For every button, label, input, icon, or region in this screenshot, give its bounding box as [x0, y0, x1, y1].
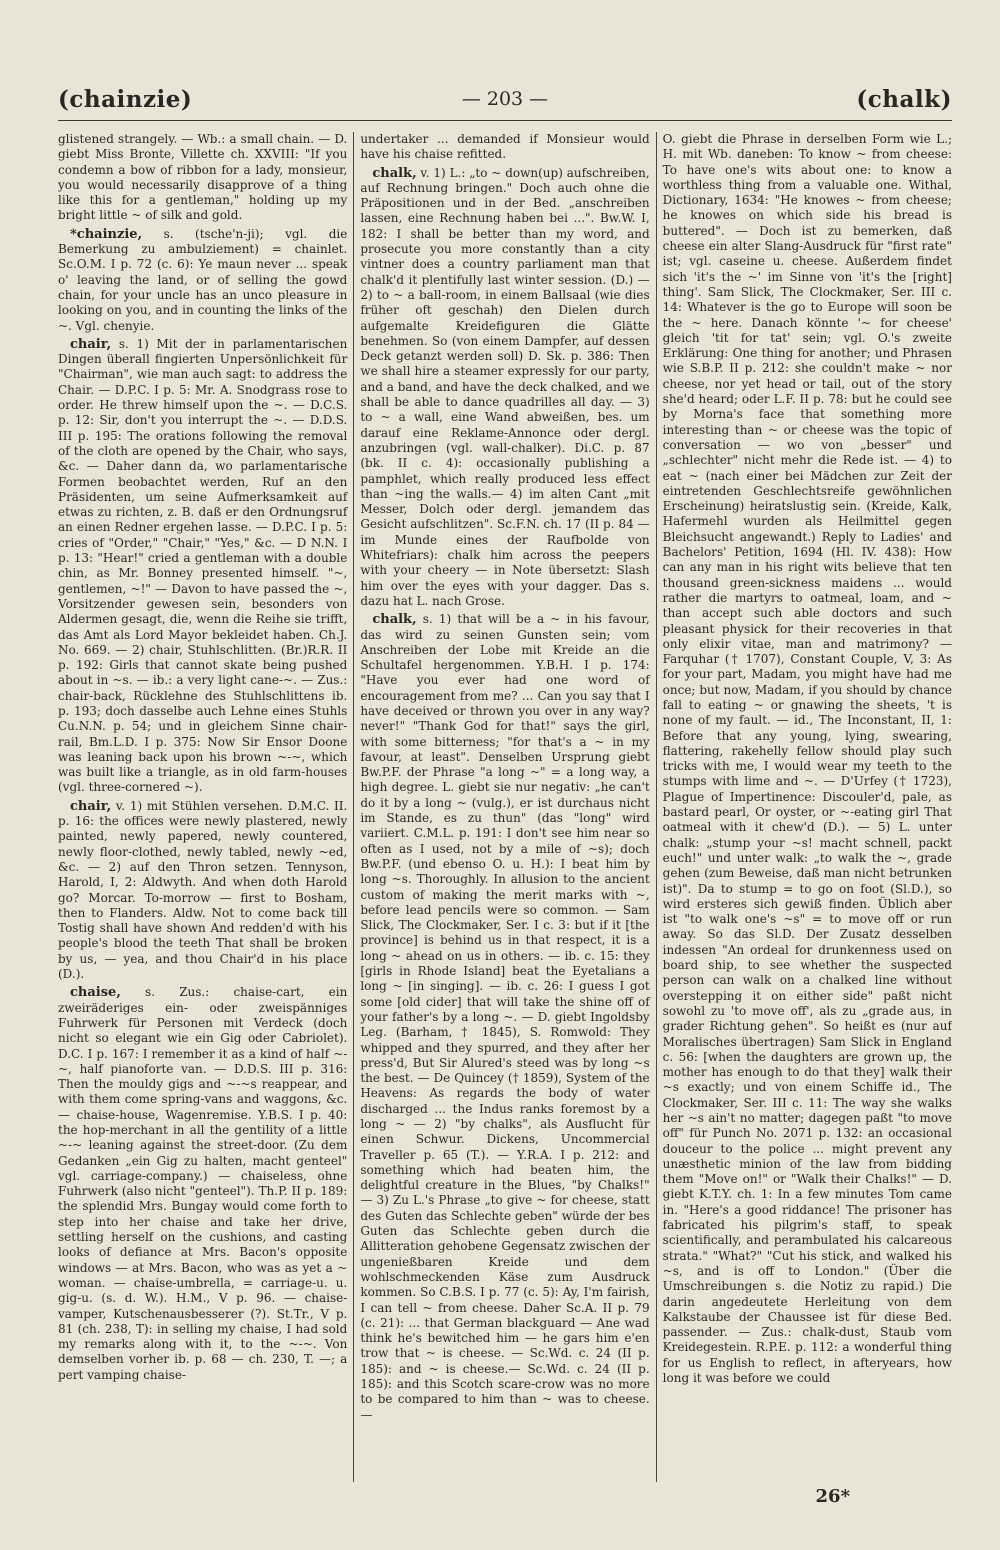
- header-rule: [58, 120, 952, 121]
- dictionary-entry: [58, 227, 347, 334]
- signature-mark: 26*: [815, 1486, 850, 1507]
- header-left-guideword: (chainzie): [58, 86, 193, 113]
- dictionary-entry: [360, 166, 649, 610]
- column-3: [657, 132, 952, 1482]
- headword: *chainzie,: [70, 226, 143, 242]
- entry-text: s. 1) Mit der in parlamentarischen Dingen überall fingierten Unpersönlichkeit für "Chairman", wie man auch sagt: to address the Chair. — D.P.C. I p. 5: Mr. A. Snodgrass rose to order. He threw himself upon the ~. — D.C.S. p. 12: Sir, don't you interrupt the ~. — D.D.S. III p. 195: The orations following the removal of the cloth are opened by the Chair, who says, &c. — Daher dann da, wo parlamentarische Formen beobachtet werden, Ruf an den Präsidenten, um seine Aufmerksamkeit auf etwas zu richten, z. B. daß er den Ordnungsruf an einen Redner ergehen lasse. — D.P.C. I p. 5: cries of "Order," "Chair," "Yes," &c. — D N.N. I p. 13: "Hear!" cried a gentleman with a double chin, as Mr. Bonney presented himself. "~, gentlemen, ~!" — Davon to have passed the ~, Vorsitzender gewesen sein, besonders von Aldermen gesagt, die, wenn die Reihe sie trifft, das Amt als Lord Mayor bekleidet haben. Ch.J. No. 669. — 2) chair, Stuhlschlitten. (Br.)R.R. II p. 192: Girls that cannot skate being pushed about in ~s. — ib.: a very light cane-~. — Zus.: chair-back, Rücklehne des Stuhlschlittens ib. p. 193; doch dasselbe auch Lehne eines Stuhls Cu.N.N. p. 54; und in gleichem Sinne chair-rail, Bm.L.D. I p. 375: Now Sir Ensor Doone was leaning back upon his brown ~-~, which was built like a triangle, as in old farm-houses (vgl. three-cornered ~).: [58, 336, 348, 795]
- page-number: — 203 —: [461, 88, 549, 110]
- dictionary-entry: [58, 985, 347, 1383]
- headword: chalk,: [372, 165, 417, 181]
- entry-text: glistened strangely. — Wb.: a small chain. — D. giebt Miss Bronte, Villette ch. XXVIII: "If you condemn a bow of ribbon for a lady, monsieur, you would necessarily disapprove of a thing like this for a gentleman," holding up my bright little ~ of silk and gold.: [58, 132, 348, 223]
- dictionary-entry: [58, 337, 347, 796]
- dictionary-entry: [360, 612, 649, 1423]
- entry-text: s. (tsche'n-ji); vgl. die Bemerkung zu ambulziement) = chainlet. Sc.O.M. I p. 72 (c. 6): Ye maun never ... speak o' leaving the land, or of selling the gowd chain, for your uncle has an unco pleasure in looking on you, and in counting the links of the ~. Vgl. chenyie.: [58, 226, 348, 333]
- entry-text: v. 1) mit Stühlen versehen. D.M.C. II. p. 16: the offices were newly plastered, newly painted, newly papered, newly countered, newly floor-clothed, newly tabled, newly ~ed, &c. — 2) auf den Thron setzen. Tennyson, Harold, I, 2: Aldwyth. And when doth Harold go? Morcar. To-morrow — first to Bosham, then to Flanders. Aldw. Not to come back till Tostig shall have shown And redden'd with his people's blood the teeth That shall be broken by us, — yea, and thou Chair'd in his place (D.).: [58, 798, 348, 982]
- headword: chair,: [70, 336, 112, 352]
- headword: chair,: [70, 798, 112, 814]
- column-1: [58, 132, 353, 1482]
- entry-text: O. giebt die Phrase in derselben Form wie L.; H. mit Wb. daneben: To know ~ from cheese: To have one's wits about one: to know a worthless thing from a valuable one. Withal, Dictionary, 1634: "He knowes ~ from cheese; he knowes on which side his bread is buttered". — Doch ist zu bemerken, daß cheese ein alter Slang-Ausdruck für "first rate" ist; vgl. caseine u. cheese. Außerdem findet sich 'it's the ~' im Sinne von 'it's the [right] thing'. Sam Slick, The Clockmaker, Ser. III c. 14: Whatever is the go to Europe will soon be the ~ here. Danach könnte '~ for cheese' gleich 'tit for tat' sein; vgl. O.'s zweite Erklärung: One thing for another; und Phrasen wie S.B.P. II p. 212: she couldn't make ~ nor cheese, nor yet head or tail, out of the story she'd heard; oder L.F. II p. 78: but he could see by Morna's face that something more interesting than ~ or cheese was the topic of conversation — wo von „besser" und „schlechter" nicht mehr die Rede ist. — 4) to eat ~ (nach einer bei Mädchen zur Zeit der eintretenden Geschlechtsreife gewöhnlichen Erscheinung) heiratslustig sein. (Kreide, Kalk, Hafermehl wurden als Heilmittel gegen Bleichsucht angewandt.) Reply to Ladies' and Bachelors' Petition, 1694 (Hl. IV. 438): How can any man in his right wits believe that ten thousand green-sickness maidens ... would rather die martyrs to oatmeal, loam, and ~ than accept such able doctors and such pleasant physick for their recoveries in that only elixir vitae, man and matrimony? — Farquhar († 1707), Constant Couple, V, 3: As for your part, Madam, you might have had me once; but now, Madam, if you should by chance fall to eating ~ or gnawing the sheets, 't is none of my fault. — id., The Inconstant, II, 1: Before that any young, lying, swearing, flattering, rakehelly fellow should play such tricks with me, I would wear my teeth to the stumps with lime and ~. — D'Urfey († 1723), Plague of Impertinence: Discouler'd, pale, as bastard pearl, Or oyster, or ~-eating girl That oatmeal with it chew'd (D.). — 5) L. unter chalk: „stump your ~s! macht schnell, packt euch!" und unter walk: „to walk the ~, grade gehen (zum Beweise, daß man nicht betrunken ist)". Da to stump = to go on foot (Sl.D.), so wird ersteres sich gewiß finden. Üblich aber ist "to walk one's ~s" = to move off or run away. So das Sl.D. Der Zusatz desselben indessen "An ordeal for drunkenness used on board ship, to see whether the suspected person can walk on a chalked line without overstepping it on either side" paßt nicht sowohl zu 'to move off', als zu „grade aus, in grader Richtung gehen". So heißt es (nur auf Moralisches übertragen) Sam Slick in England c. 56: [when the daughters are grown up, the mother has enough to do that they] walk their ~s exactly; und von einem Schiffe id., The Clockmaker, Ser. III c. 11: The way she walks her ~s ain't no matter; dagegen paßt "to move off" für Punch No. 2071 p. 132: an occasional douceur to the police ... might prevent any unæsthetic minion of the law from bidding them "Move on!" or "Walk their Chalks!" — D. giebt K.T.Y. ch. 1: In a few minutes Tom came in. "Here's a good riddance! The prisoner has fabricated his pilgrim's staff, to speak scientifically, and perambulated his calcareous strata." "What?" "Cut his stick, and walked his ~s, and is off to London." (Über die Umschreibungen s. die Notiz zu rapid.) Die darin angedeutete Herleitung von dem Kalkstaube der Chaussee ist für diese Bed. passender. — Zus.: chalk-dust, Staub vom Kreidegestein. R.P.E. p. 112: a wonderful thing for us English to reflect, in afteryears, how long it was before we could: [662, 132, 952, 1386]
- entry-text: s. Zus.: chaise-cart, ein zweiräderiges ein- oder zweispänniges Fuhrwerk für Personen mit Verdeck (doch nicht so elegant wie ein Gig oder Cabriolet). D.C. I p. 167: I remember it as a kind of half ~-~, half pianoforte van. — D.D.S. III p. 316: Then the mouldy gigs and ~-~s reappear, and with them come spring-vans and waggons, &c. — chaise-house, Wagenremise. Y.B.S. I p. 40: the hop-merchant in all the gentility of a little ~-~ leaning against the street-door. (Zu dem Gedanken „ein Gig zu halten, macht genteel" vgl. carriage-company.) — chaiseless, ohne Fuhrwerk (also nicht "genteel"). Th.P. II p. 189: the splendid Mrs. Bungay would come forth to step into her chaise and take her drive, settling herself on the cushions, and casting looks of defiance at Mrs. Bacon's opposite windows — at Mrs. Bacon, who was as yet a ~ woman. — chaise-umbrella, = carriage-u. u. gig-u. (s. d. W.). H.M., V p. 96. — chaise-vamper, Kutschenausbesserer (?). St.Tr., V p. 81 (ch. 238, T): in selling my chaise, I had sold my remarks along with it, to the ~-~. Von demselben vorher ib. p. 68 — ch. 230, T. —; a pert vamping chaise-: [58, 985, 348, 1382]
- header-right-guideword: (chalk): [856, 86, 952, 113]
- entry-continuation: [58, 132, 347, 224]
- entry-text: v. 1) L.: „to ~ down(up) aufschreiben, auf Rechnung bringen." Doch auch ohne die Präpositionen und in der Bed. „anschreiben lassen, eine Rechnung haben bei ...". Bw.W. I, 182: I shall be better than my word, and prosecute you more constantly than a city vintner does a country parliament man that chalk'd it plentifully last winter session. (D.) — 2) to ~ a ball-room, in einem Ballsaal (wie dies früher oft geschah) den Dielen durch aufgemalte Kreidefiguren die Glätte benehmen. So (von einem Dampfer, auf dessen Deck getanzt werden soll) D. Sk. p. 386: Then we shall hire a steamer expressly for our party, and a band, and have the deck chalked, and we shall be able to dance quadrilles all day. — 3) to ~ a wall, eine Wand abweißen, bes. um darauf eine Reklame-Annonce oder dergl. anzubringen (vgl. wall-chalker). Di.C. p. 87 (bk. II c. 4): occasionally publishing a pamphlet, which really produced less effect than ~ing the walls.— 4) im alten Cant „mit Messer, Dolch oder dergl. jemandem das Gesicht aufschlitzen". Sc.F.N. ch. 17 (II p. 84 — im Munde eines der Raufbolde von Whitefriars): chalk him across the peepers with your cheery — in Note übersetzt: Slash him over the eyes with your dagger. Das s. dazu hat L. nach Grose.: [360, 165, 650, 608]
- page-header: [58, 86, 952, 126]
- dictionary-entry: [58, 799, 347, 983]
- text-columns: [58, 132, 952, 1482]
- headword: chaise,: [70, 985, 121, 1001]
- entry-continuation: [360, 132, 649, 163]
- headword: chalk,: [372, 612, 417, 628]
- entry-continuation: [663, 132, 952, 1386]
- entry-text: s. 1) that will be a ~ in his favour, das wird zu seinen Gunsten sein; vom Anschreiben der Lobe mit Kreide an die Schultafel hergenommen. Y.B.H. I p. 174: "Have you ever had one word of encouragement from me? ... Can you say that I have deceived or thrown you over in any way? never!" "Thank God for that!" says the girl, with some bitterness; "for that's a ~ in my favour, at least". Denselben Ursprung giebt Bw.P.F. der Phrase "a long ~" = a long way, a high degree. L. giebt sie nur negativ: „he can't do it by a long ~ (vulg.), er ist durchaus nicht im Stande, es zu thun" (das "long" wird variiert. C.M.L. p. 191: I don't see him near so often as I used, not by a mile of ~s); doch Bw.P.F. (und ebenso O. u. H.): I beat him by long ~s. Thoroughly. In allusion to the ancient custom of making the merit marks with ~, before lead pencils were so common. — Sam Slick, The Clockmaker, Ser. I c. 3: but if it [the province] is behind us in that respect, it is a long ~ ahead on us in others. — ib. c. 15: they [girls in Rhode Island] beat the Eyetalians a long ~ [in singing]. — ib. c. 26: I guess I got some [old cider] that will take the shine off of your father's by a long ~. — D. giebt Ingoldsby Leg. (Barham, † 1845), S. Romwold: They whipped and they spurred, and they after her press'd, But Sir Alured's steed was by long ~s the best. — De Quincey († 1859), System of the Heavens: As regards the body of water discharged ... the Indus ranks foremost by a long ~ — 2) "by chalks", als Ausflucht für einen Schwur. Dickens, Uncommercial Traveller p. 65 (T.). — Y.R.A. I p. 212: and something which had beaten him, the delightful creature in the Blues, "by Chalks!" — 3) Zu L.'s Phrase „to give ~ for cheese, statt des Guten das Schlechte geben" würde der bes Guten das Schlechte geben durch die Allitteration gehobene Gegensatz zwischen der ungenießbaren Kreide und dem wohlschmeckenden Käse zum Ausdruck kommen. So C.B.S. I p. 77 (c. 5): Ay, I'm fairish, I can tell ~ from cheese. Daher Sc.A. II p. 79 (c. 21): ... that German blackguard — Ane wad think he's bewitched him — he gars him e'en trow that ~ is cheese. — Sc.Wd. c. 24 (II p. 185): and ~ is cheese.— Sc.Wd. c. 24 (II p. 185): and this Scotch scare-crow was no more to be compared to him than ~ was to cheese. —: [360, 612, 650, 1422]
- column-2: [354, 132, 655, 1482]
- entry-text: undertaker ... demanded if Monsieur would have his chaise refitted.: [360, 132, 650, 162]
